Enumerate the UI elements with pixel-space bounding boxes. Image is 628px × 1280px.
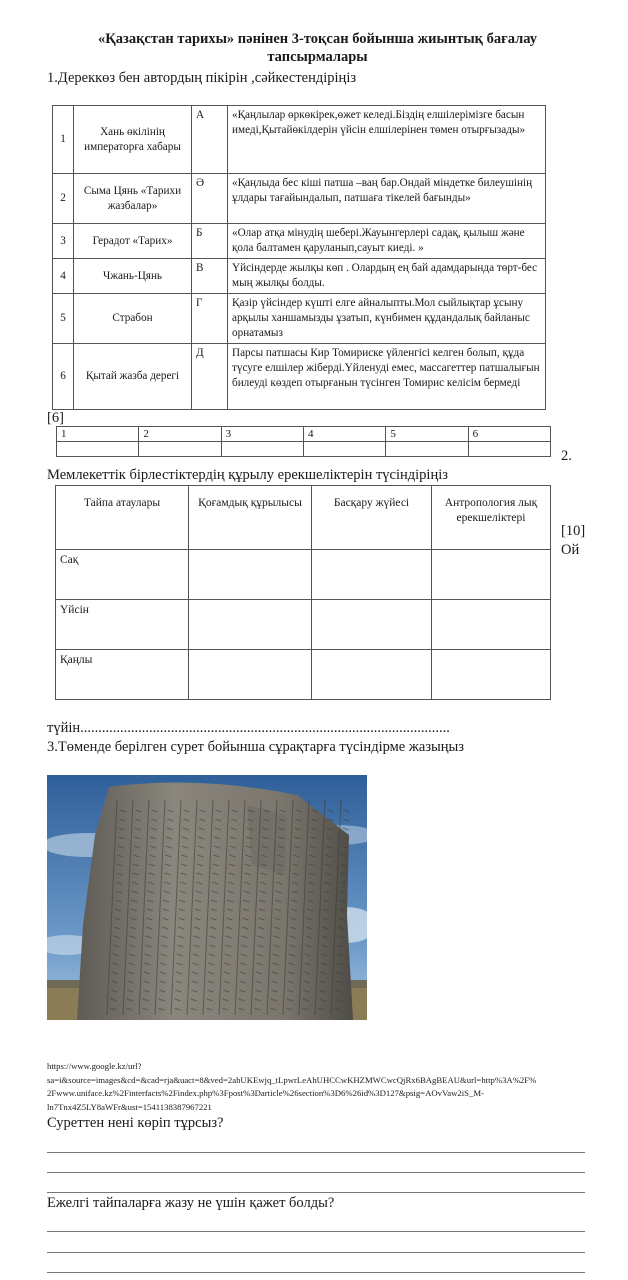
answer-cell[interactable] bbox=[386, 442, 468, 457]
answer-number: 4 bbox=[303, 427, 385, 442]
tribe-answer-cell[interactable] bbox=[189, 550, 312, 600]
score-2: [10] bbox=[561, 523, 586, 539]
answer-cell[interactable] bbox=[221, 442, 303, 457]
answer-cell[interactable] bbox=[468, 442, 550, 457]
match-num: 6 bbox=[53, 344, 74, 410]
conclusion-line: түйін...................................................................................................... bbox=[47, 720, 450, 736]
match-row bbox=[53, 344, 546, 410]
source-url[interactable] bbox=[47, 1060, 536, 1114]
answer-number: 5 bbox=[386, 427, 468, 442]
answer-number: 3 bbox=[221, 427, 303, 442]
match-quote: Қазір үйсіндер күшті елге айналыпты.Мол сыйлықтар ұсыну арқылы ханшамызды ұзатып, күнбимен құдандалық байланыс орнатамыз bbox=[228, 294, 546, 344]
answer-number: 6 bbox=[468, 427, 550, 442]
tribe-answer-cell[interactable] bbox=[312, 650, 432, 700]
match-row bbox=[53, 224, 546, 259]
match-letter: Г bbox=[192, 294, 228, 344]
match-author: Хань өкілінің императорға хабары bbox=[74, 106, 192, 174]
match-letter: А bbox=[192, 106, 228, 174]
match-letter: В bbox=[192, 259, 228, 294]
match-author: Қытай жазба дерегі bbox=[74, 344, 192, 410]
question-a: Суреттен нені көріп тұрсыз? bbox=[47, 1115, 224, 1131]
score-1: [6] bbox=[47, 410, 64, 426]
tribe-answer-cell[interactable] bbox=[432, 600, 551, 650]
tribe-name: Қаңлы bbox=[56, 650, 189, 700]
url-line-3: 2Fwww.uniface.kz%2Finterfacts%2Findex.php%3Fpost%3Darticle%26section%3D6%26id%3D127&psig=AOvVaw2iS_M- bbox=[47, 1088, 484, 1098]
tribe-answer-cell[interactable] bbox=[312, 600, 432, 650]
stele-image bbox=[47, 775, 367, 1020]
match-letter: Ә bbox=[192, 174, 228, 224]
question-3: 3.Төменде берілген сурет бойынша сұрақтарға түсіндірме жазыңыз bbox=[47, 739, 465, 755]
tribe-name: Сақ bbox=[56, 550, 189, 600]
tribe-answer-cell[interactable] bbox=[189, 600, 312, 650]
answer-line bbox=[47, 1272, 585, 1273]
match-num: 4 bbox=[53, 259, 74, 294]
question-2: Мемлекеттік бірлестіктердің құрылу ерекшеліктерін түсіндіріңіз bbox=[47, 467, 448, 483]
tribe-header: Қоғамдық құрылысы bbox=[189, 486, 312, 550]
tribe-row bbox=[56, 550, 551, 600]
match-num: 5 bbox=[53, 294, 74, 344]
tribe-answer-cell[interactable] bbox=[432, 650, 551, 700]
answer-line bbox=[47, 1231, 585, 1232]
match-row bbox=[53, 174, 546, 224]
question-b: Ежелгі тайпаларға жазу не үшін қажет болды? bbox=[47, 1195, 335, 1211]
document-title bbox=[60, 30, 575, 66]
match-quote: «Олар атқа мінудің шебері.Жауынгерлері садақ, қылыш және қола балтамен қаруланып,сауыт киеді. » bbox=[228, 224, 546, 259]
match-table bbox=[52, 105, 546, 410]
match-quote: «Қаңлылар өркөкірек,өжет келеді.Біздің елшілерімізге басын имеді,Қытайөкілдерін үйсін елшілерінен төмен отырғызады» bbox=[228, 106, 546, 174]
match-letter: Д bbox=[192, 344, 228, 410]
match-row bbox=[53, 259, 546, 294]
match-author: Сыма Цянь «Тарихи жазбалар» bbox=[74, 174, 192, 224]
match-author: Чжань-Цянь bbox=[74, 259, 192, 294]
match-author: Герадот «Тарих» bbox=[74, 224, 192, 259]
tribe-name: Үйсін bbox=[56, 600, 189, 650]
answer-number: 2 bbox=[139, 427, 221, 442]
match-num: 1 bbox=[53, 106, 74, 174]
tribe-header: Басқару жүйесі bbox=[312, 486, 432, 550]
url-line-2: sa=i&source=images&cd=&cad=rja&uact=8&ved=2ahUKEwjq_tLpwrLeAhUHCCwKHZMWCwcQjRx6BAgBEAU&url=http%3A%2F% bbox=[47, 1074, 537, 1085]
title-line-2: тапсырмалары bbox=[267, 49, 368, 65]
answer-cell[interactable] bbox=[303, 442, 385, 457]
match-quote: «Қаңлыда бес кіші патша –ваң бар.Ондай міндетке билеушінің ұлдары тағайындалып, патшаға тікелей бағынды» bbox=[228, 174, 546, 224]
answer-cell[interactable] bbox=[57, 442, 139, 457]
answer-number: 1 bbox=[57, 427, 139, 442]
match-author: Страбон bbox=[74, 294, 192, 344]
url-line-1: https://www.google.kz/url? bbox=[47, 1061, 142, 1071]
answer-line bbox=[47, 1152, 585, 1153]
title-line-1: «Қазақстан тарихы» пәнінен 3-тоқсан бойынша жиынтық бағалау bbox=[97, 31, 537, 47]
oi-label: Ой bbox=[561, 542, 580, 558]
tribe-row bbox=[56, 600, 551, 650]
question-1: 1.Дереккөз бен автордың пікірін ,сәйкестендіріңіз bbox=[47, 70, 357, 86]
url-line-4: ln7Tnx4Z5LY8aWFr&ust=1541138387967221 bbox=[47, 1101, 212, 1112]
tribe-header: Тайпа атаулары bbox=[56, 486, 189, 550]
answer-line bbox=[47, 1192, 585, 1193]
tribe-header: Антропология лық ерекшеліктері bbox=[432, 486, 551, 550]
stone-stele-photo bbox=[47, 775, 367, 1020]
answer-line bbox=[47, 1172, 585, 1173]
match-row bbox=[53, 106, 546, 174]
match-row bbox=[53, 294, 546, 344]
tribe-answer-cell[interactable] bbox=[432, 550, 551, 600]
answer-cell[interactable] bbox=[139, 442, 221, 457]
match-letter: Б bbox=[192, 224, 228, 259]
tribe-answer-cell[interactable] bbox=[189, 650, 312, 700]
match-num: 2 bbox=[53, 174, 74, 224]
match-num: 3 bbox=[53, 224, 74, 259]
answer-line bbox=[47, 1252, 585, 1253]
tribe-row bbox=[56, 650, 551, 700]
tribe-answer-cell[interactable] bbox=[312, 550, 432, 600]
match-quote: Үйсіндерде жылқы көп . Олардың ең бай адамдарында төрт-бес мың жылқы болды. bbox=[228, 259, 546, 294]
question-2-number: 2. bbox=[561, 448, 572, 464]
tribe-table bbox=[55, 485, 551, 700]
answer-grid bbox=[56, 426, 551, 457]
match-quote: Парсы патшасы Кир Томириске үйленгісі келген болып, құда түсуге елшілер жіберді.Үйленуді емес, массагеттер патшалығын билеуді көздеп отырғанын түсінген Томирис келісім бермеді bbox=[228, 344, 546, 410]
